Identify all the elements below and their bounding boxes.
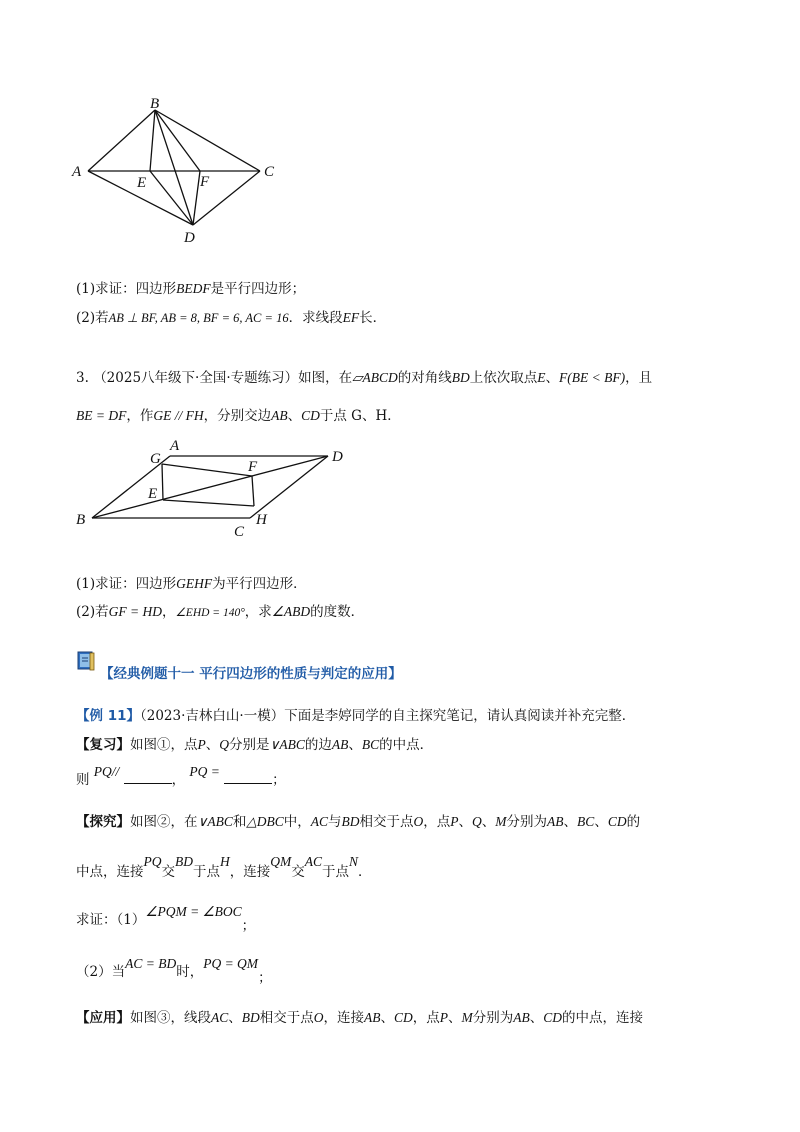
question-2-1: (1)求证：四边形BEDF是平行四边形； <box>76 281 306 297</box>
question-3-2: (2)若GF = HD，∠EHD = 140°，求∠ABD的度数． <box>76 604 365 620</box>
label-e: E <box>148 486 158 502</box>
explore-line-2: 中点，连接PQ交BD于点H，连接QM交AC于点N． <box>76 854 372 880</box>
segment-dc <box>250 456 328 518</box>
book-icon <box>76 650 96 672</box>
question-3-1: (1)求证：四边形GEHF为平行四边形． <box>76 576 307 592</box>
label-f: F <box>200 174 210 190</box>
segment-ab <box>88 110 155 171</box>
apply-line-1: 【应用】如图③，线段AC、BD相交于点O，连接AB、CD，点P、M分别为AB、CD的中点，连接 <box>76 1010 644 1026</box>
segment-bf <box>155 110 200 171</box>
label-d: D <box>332 449 343 465</box>
review-line-2: 则 PQ// ， PQ = ； <box>76 764 286 788</box>
review-line-1: 【复习】如图①，点P、Q分别是∨ABC的边AB、BC的中点． <box>76 737 434 753</box>
problem-3-line-1: 3. （2025八年级下·全国·专题练习）如图，在▱ABCD的对角线BD上依次取点E、F(BE < BF)，且 <box>76 370 653 386</box>
explore-line-1: 【探究】如图②，在∨ABC和△DBC中，AC与BD相交于点O，点P、Q、M分别为AB、BC、CD的 <box>76 814 641 830</box>
label-b: B <box>150 96 160 112</box>
example-11-intro: 【例 11】（2023·吉林白山·一模）下面是李婷同学的自主探究笔记，请认真阅读并补充完整． <box>76 708 636 724</box>
segment-bc <box>155 110 260 171</box>
section-heading: 【经典例题十一 平行四边形的性质与判定的应用】 <box>100 666 402 682</box>
question-2-2: (2)若AB ⊥ BF, AB = 8, BF = 6, AC = 16．求线段EF长． <box>76 310 387 326</box>
prove-line-1: 求证：（1）∠PQM = ∠BOC； <box>76 904 256 934</box>
label-d: D <box>184 230 195 246</box>
label-c: C <box>234 524 245 540</box>
label-c: C <box>264 164 275 180</box>
label-b: B <box>76 512 86 528</box>
segment-fd <box>193 171 200 225</box>
label-a: A <box>72 164 82 180</box>
segment-eh <box>163 500 254 506</box>
blank-length[interactable] <box>224 771 272 784</box>
prove-line-2: （2）当AC = BD时，PQ = QM； <box>76 956 272 986</box>
segment-ge <box>162 464 163 500</box>
figure-quadrilateral-bedf <box>60 92 300 252</box>
label-a: A <box>170 438 180 454</box>
blank-parallel[interactable] <box>124 771 172 784</box>
segment-bd-diagonal <box>92 456 328 518</box>
figure-parallelogram-gehf <box>70 436 360 546</box>
label-h: H <box>256 512 267 528</box>
segment-ed <box>150 171 193 225</box>
segment-be <box>150 110 155 171</box>
label-e: E <box>137 175 147 191</box>
label-f: F <box>248 459 258 475</box>
label-g: G <box>150 451 161 467</box>
segment-gf <box>162 464 252 476</box>
segment-fh <box>252 476 254 506</box>
problem-3-line-2: BE = DF，作GE // FH，分别交边AB、CD于点 G、H． <box>76 408 401 424</box>
